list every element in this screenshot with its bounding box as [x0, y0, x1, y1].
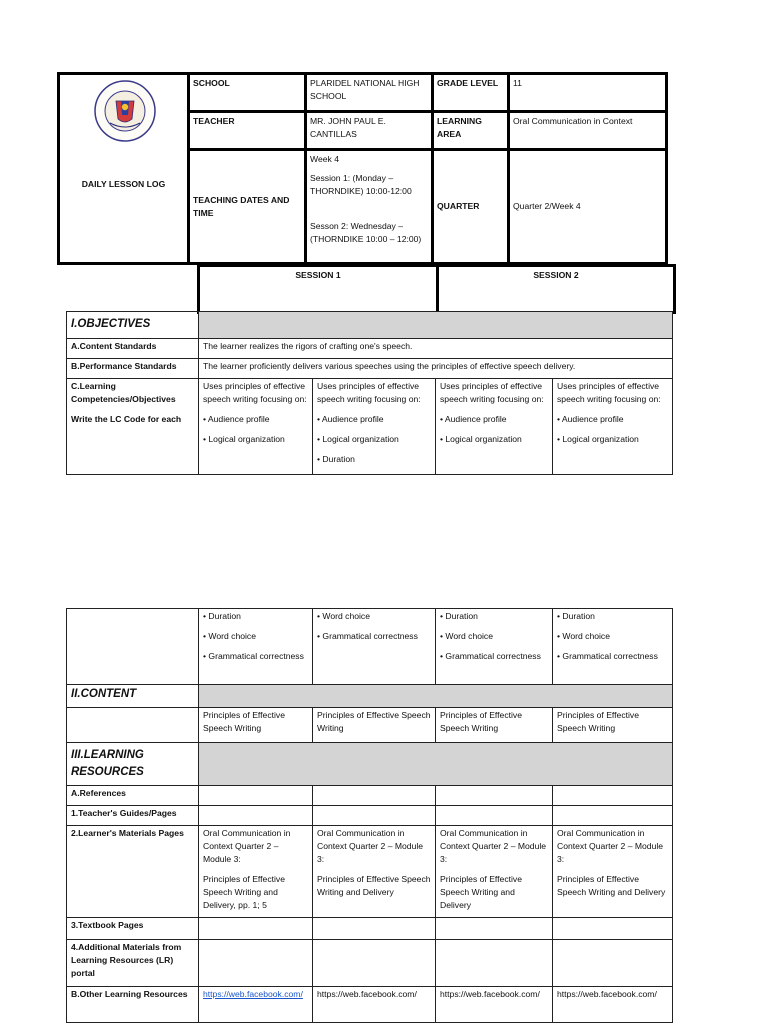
textbook-pages-label: 3.Textbook Pages	[67, 918, 199, 940]
learning-resources-heading: III.LEARNING RESOURCES	[67, 743, 199, 786]
performance-standards-value: The learner proficiently delivers various speeches using the principles of effective speech delivery.	[199, 359, 673, 379]
teaching-dates-label: TEACHING DATES AND TIME	[189, 150, 306, 264]
references-label: A.References	[67, 786, 199, 806]
lc-code-label-line: Write the LC Code for each	[71, 414, 182, 424]
module-title: Oral Communication in Context Quarter 2 – Module 3:	[440, 828, 547, 864]
competency-intro: Uses principles of effective speech writing focusing on:	[440, 381, 544, 404]
dates-week: Week 4	[310, 154, 339, 164]
quarter-label: QUARTER	[433, 150, 509, 264]
continuation-label-empty	[67, 609, 199, 685]
content-standards-value: The learner realizes the rigors of crafting one's speech.	[199, 339, 673, 359]
competency-bullet: • Grammatical correctness	[557, 651, 658, 661]
other-resources-session-1a	[199, 987, 313, 1023]
competency-bullet: • Logical organization	[440, 434, 522, 444]
dates-session-1: Session 1: (Monday – THORNDIKE) 10:00-12:00	[310, 173, 412, 196]
competency-intro: Uses principles of effective speech writing focusing on:	[557, 381, 661, 404]
other-resources-session-2b: https://web.facebook.com/	[553, 987, 673, 1023]
cell-empty	[436, 786, 553, 806]
header-table	[57, 72, 668, 265]
module-title: Oral Communication in Context Quarter 2 – Module 3:	[317, 828, 424, 864]
content-standards-label: A.Content Standards	[67, 339, 199, 359]
content-session-2b: Principles of Effective Speech Writing	[553, 708, 673, 743]
cell-empty	[553, 806, 673, 826]
content-session-2a: Principles of Effective Speech Writing	[436, 708, 553, 743]
competency-bullet: • Grammatical correctness	[440, 651, 541, 661]
competency-bullet: • Duration	[317, 454, 355, 464]
competency-bullet: • Word choice	[440, 631, 494, 641]
learners-materials-label: 2.Learner's Materials Pages	[67, 826, 199, 918]
facebook-link[interactable]: https://web.facebook.com/	[203, 989, 303, 999]
competencies-session-2a	[436, 379, 553, 475]
module-title: Oral Communication in Context Quarter 2 – Module 3:	[557, 828, 664, 864]
cell-empty	[199, 918, 313, 940]
competency-bullet: • Word choice	[317, 611, 371, 621]
grade-level-label: GRADE LEVEL	[433, 74, 509, 112]
competency-bullet: • Logical organization	[557, 434, 639, 444]
competencies-label-line: C.Learning Competencies/Objectives	[71, 381, 176, 404]
session-header-table	[197, 264, 676, 314]
competency-bullet: • Duration	[440, 611, 478, 621]
session-2-header: SESSION 2	[438, 266, 675, 313]
learners-materials-session-2b	[553, 826, 673, 918]
grade-level-value: 11	[509, 74, 667, 112]
module-description: Principles of Effective Speech Writing and Delivery	[557, 874, 666, 897]
continuation-session-2a	[436, 609, 553, 685]
continuation-session-1a	[199, 609, 313, 685]
dates-session-2: Sesson 2: Wednesday – (THORNDIKE 10:00 – 12:00)	[310, 221, 422, 244]
session-1-header: SESSION 1	[199, 266, 438, 313]
competency-bullet: • Duration	[557, 611, 595, 621]
school-label: SCHOOL	[189, 74, 306, 112]
cell-empty	[436, 940, 553, 987]
module-description: Principles of Effective Speech Writing and Delivery	[317, 874, 431, 897]
objectives-table	[66, 311, 673, 475]
teachers-guides-label: 1.Teacher's Guides/Pages	[67, 806, 199, 826]
objectives-gray-band	[199, 312, 673, 339]
learners-materials-session-2a	[436, 826, 553, 918]
content-session-1b: Principles of Effective Speech Writing	[313, 708, 436, 743]
competency-bullet: • Audience profile	[203, 414, 270, 424]
content-heading: II.CONTENT	[67, 685, 199, 708]
cell-empty	[313, 918, 436, 940]
teacher-label: TEACHER	[189, 112, 306, 150]
competency-bullet: • Grammatical correctness	[317, 631, 418, 641]
cell-empty	[436, 918, 553, 940]
competency-bullet: • Audience profile	[440, 414, 507, 424]
content-session-1a: Principles of Effective Speech Writing	[199, 708, 313, 743]
learners-materials-session-1a	[199, 826, 313, 918]
other-resources-label: B.Other Learning Resources	[67, 987, 199, 1023]
daily-lesson-log-title: DAILY LESSON LOG	[81, 179, 166, 189]
competency-bullet: • Logical organization	[317, 434, 399, 444]
cell-empty	[553, 940, 673, 987]
other-resources-session-1b: https://web.facebook.com/	[313, 987, 436, 1023]
cell-empty	[199, 806, 313, 826]
learning-area-value: Oral Communication in Context	[509, 112, 667, 150]
cell-empty	[313, 806, 436, 826]
competencies-session-2b	[553, 379, 673, 475]
learning-area-label: LEARNING AREA	[433, 112, 509, 150]
teaching-dates-value	[306, 150, 433, 264]
objectives-heading: I.OBJECTIVES	[67, 312, 199, 339]
competencies-session-1a	[199, 379, 313, 475]
module-description: Principles of Effective Speech Writing and Delivery, pp. 1; 5	[203, 874, 285, 910]
content-resources-table	[66, 608, 673, 1023]
cell-empty	[436, 806, 553, 826]
learners-materials-session-1b	[313, 826, 436, 918]
continuation-session-2b	[553, 609, 673, 685]
module-description: Principles of Effective Speech Writing and Delivery	[440, 874, 522, 910]
competency-bullet: • Audience profile	[317, 414, 384, 424]
cell-empty	[199, 940, 313, 987]
other-resources-session-2a: https://web.facebook.com/	[436, 987, 553, 1023]
school-value: PLARIDEL NATIONAL HIGH SCHOOL	[306, 74, 433, 112]
content-label-empty	[67, 708, 199, 743]
performance-standards-label: B.Performance Standards	[67, 359, 199, 379]
learning-competencies-label	[67, 379, 199, 475]
competency-bullet: • Word choice	[557, 631, 611, 641]
continuation-session-1b	[313, 609, 436, 685]
cell-empty	[553, 918, 673, 940]
cell-empty	[199, 786, 313, 806]
competency-bullet: • Grammatical correctness	[203, 651, 304, 661]
competency-bullet: • Duration	[203, 611, 241, 621]
cell-empty	[313, 940, 436, 987]
cell-empty	[553, 786, 673, 806]
competency-bullet: • Logical organization	[203, 434, 285, 444]
content-gray-band	[199, 685, 673, 708]
additional-materials-label: 4.Additional Materials from Learning Resources (LR) portal	[67, 940, 199, 987]
module-title: Oral Communication in Context Quarter 2 – Module 3:	[203, 828, 291, 864]
cell-empty	[313, 786, 436, 806]
competency-intro: Uses principles of effective speech writing focusing on:	[317, 381, 421, 404]
competencies-session-1b	[313, 379, 436, 475]
competency-intro: Uses principles of effective speech writing focusing on:	[203, 381, 307, 404]
competency-bullet: • Word choice	[203, 631, 257, 641]
header-title-cell	[59, 74, 189, 264]
competency-bullet: • Audience profile	[557, 414, 624, 424]
quarter-value: Quarter 2/Week 4	[509, 150, 667, 264]
teacher-value: MR. JOHN PAUL E. CANTILLAS	[306, 112, 433, 150]
resources-gray-band	[199, 743, 673, 786]
deped-seal-logo	[86, 79, 164, 143]
